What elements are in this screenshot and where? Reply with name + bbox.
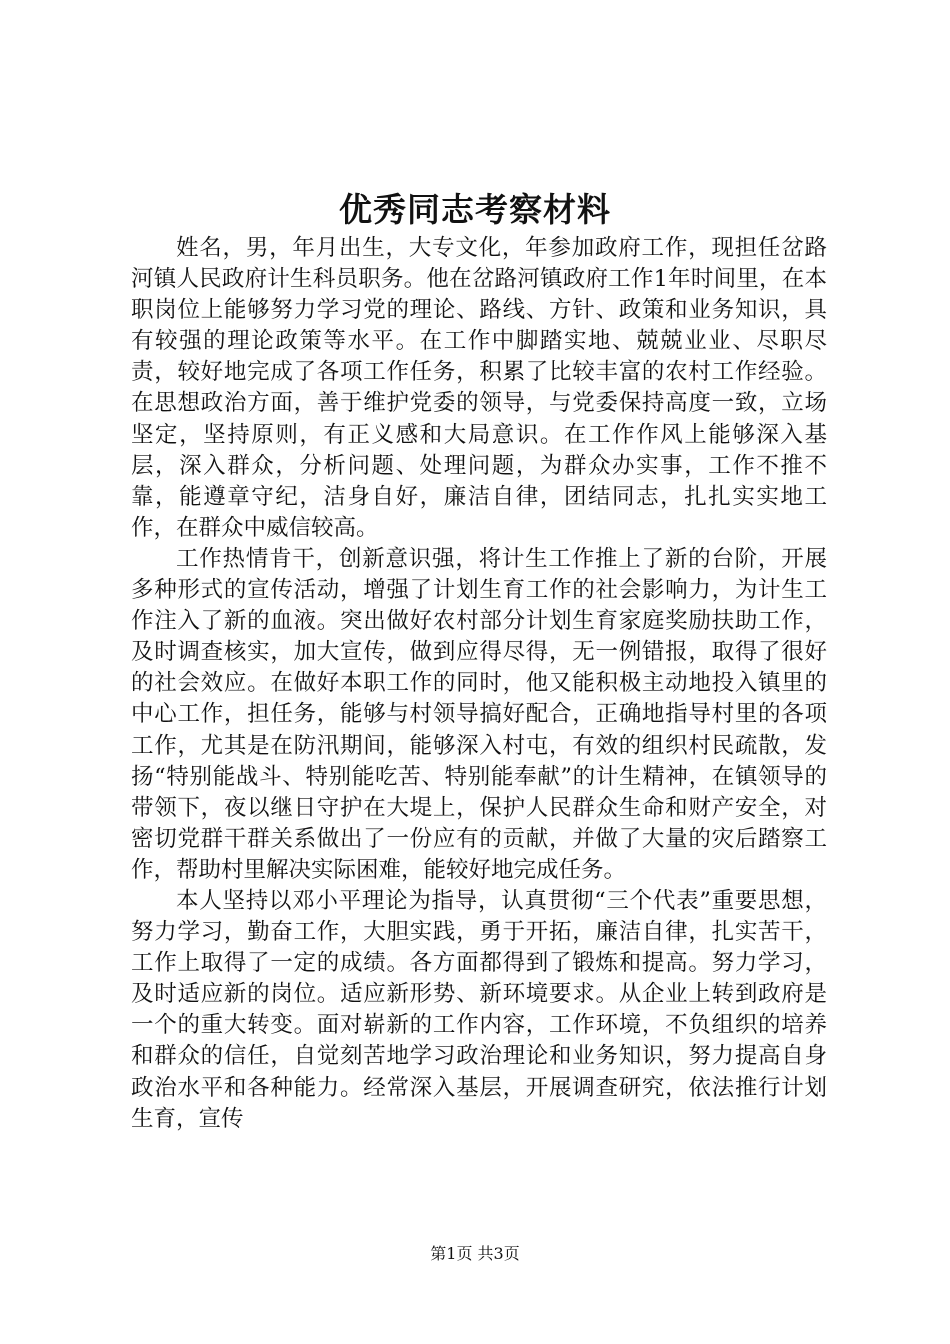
paragraph-3: 本人坚持以邓小平理论为指导，认真贯彻“三个代表”重要思想，努力学习，勤奋工作，大胆实践，勇于开拓，廉洁自律，扎实苦干，工作上取得了一定的成绩。各方面都得到了锻炼和提高。努力学习，及时适应新的岗位。适应新形势、新环境要求。从企业上转到政府是一个的重大转变。面对崭新的工作内容，工作环境，不负组织的培养和群众的信任，自觉刻苦地学习政治理论和业务知识，努力提高自身政治水平和各种能力。经常深入基层，开展调查研究，依法推行计划生育，宣传	[131, 887, 827, 1132]
paragraph-1: 姓名，男，年月出生，大专文化，年参加政府工作，现担任岔路河镇人民政府计生科员职务。他在岔路河镇政府工作1年时间里，在本职岗位上能够努力学习党的理论、路线、方针、政策和业务知识，具有较强的理论政策等水平。在工作中脚踏实地、兢兢业业、尽职尽责，较好地完成了各项工作任务，积累了比较丰富的农村工作经验。在思想政治方面，善于维护党委的领导，与党委保持高度一致，立场坚定，坚持原则，有正义感和大局意识。在工作作风上能够深入基层，深入群众，分析问题、处理问题，为群众办实事，工作不推不靠，能遵章守纪，洁身自好，廉洁自律，团结同志，扎扎实实地工作，在群众中威信较高。	[131, 235, 827, 541]
document-body	[131, 233, 827, 1135]
paragraph-2: 工作热情肯干，创新意识强，将计生工作推上了新的台阶，开展多种形式的宣传活动，增强了计划生育工作的社会影响力，为计生工作注入了新的血液。突出做好农村部分计划生育家庭奖励扶助工作，及时调查核实，加大宣传，做到应得尽得，无一例错报，取得了很好的社会效应。在做好本职工作的同时，他又能积极主动地投入镇里的中心工作，担任务，能够与村领导搞好配合，正确地指导村里的各项工作，尤其是在防汛期间，能够深入村屯，有效的组织村民疏散，发扬“特别能战斗、特别能吃苦、特别能奉献”的计生精神，在镇领导的带领下，夜以继日守护在大堤上，保护人民群众生命和财产安全，对密切党群干群关系做出了一份应有的贡献，并做了大量的灾后踏察工作，帮助村里解决实际困难，能较好地完成任务。	[131, 545, 827, 883]
document-title: 优秀同志考察材料	[339, 190, 611, 229]
page-number-footer: 第1页 共3页	[430, 1244, 520, 1263]
